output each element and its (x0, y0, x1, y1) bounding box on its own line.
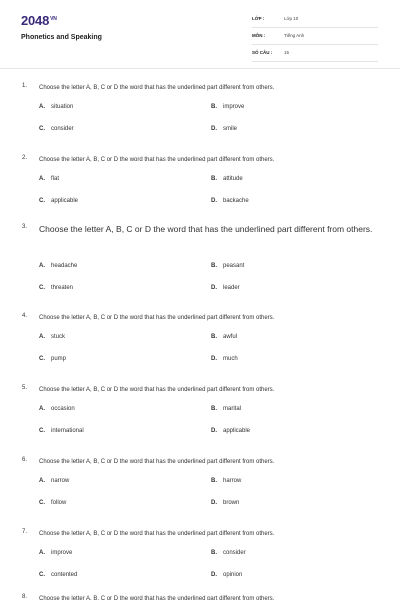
option-letter: B. (211, 334, 217, 340)
meta-value: Lớp 10 (284, 16, 299, 21)
option-text: consider (223, 550, 246, 556)
option-text: opinion (223, 572, 243, 578)
question-8 (0, 586, 400, 600)
question-7 (0, 514, 400, 586)
option-text: pump (51, 356, 67, 362)
meta-label: LỚP : (252, 16, 265, 21)
option-a[interactable] (39, 176, 59, 182)
option-text: brown (223, 500, 240, 506)
option-letter: B. (211, 263, 217, 269)
option-letter: C. (39, 500, 45, 506)
question-number: 7. (22, 529, 28, 535)
question-number: 6. (22, 457, 28, 463)
option-b[interactable] (211, 334, 237, 340)
option-letter: B. (211, 176, 217, 182)
option-letter: A. (39, 176, 45, 182)
option-letter: C. (39, 126, 45, 132)
option-text: applicable (51, 198, 79, 204)
option-text: threaten (51, 285, 74, 291)
option-letter: D. (211, 572, 217, 578)
option-letter: D. (211, 126, 217, 132)
question-number: 8. (22, 594, 28, 600)
option-letter: C. (39, 428, 45, 434)
option-text: narrow (51, 478, 70, 484)
option-d[interactable] (211, 198, 249, 204)
option-b[interactable] (211, 263, 244, 269)
option-text: occasion (51, 406, 75, 412)
option-text: follow (51, 500, 67, 506)
question-text: Choose the letter A, B, C or D the word that has the underlined part different from others. (39, 531, 275, 537)
option-c[interactable] (39, 500, 66, 506)
option-letter: D. (211, 356, 217, 362)
option-b[interactable] (211, 550, 246, 556)
question-number: 1. (22, 83, 28, 89)
option-letter: B. (211, 406, 217, 412)
option-c[interactable] (39, 198, 78, 204)
question-text: Choose the letter A, B, C or D the word that has the underlined part different from others. (39, 596, 275, 600)
option-text: harrow (223, 478, 242, 484)
option-d[interactable] (211, 572, 242, 578)
option-letter: D. (211, 285, 217, 291)
option-c[interactable] (39, 572, 77, 578)
question-text: Choose the letter A, B, C or D the word that has the underlined part different from others. (39, 157, 275, 163)
question-number: 3. (22, 224, 28, 230)
option-text: peasant (223, 263, 245, 269)
option-text: much (223, 356, 238, 362)
option-a[interactable] (39, 334, 65, 340)
question-4 (0, 298, 400, 370)
option-c[interactable] (39, 356, 66, 362)
option-d[interactable] (211, 356, 238, 362)
option-text: marital (223, 406, 242, 412)
option-letter: A. (39, 550, 45, 556)
option-letter: A. (39, 334, 45, 340)
option-letter: B. (211, 104, 217, 110)
worksheet-meta (252, 14, 378, 65)
option-b[interactable] (211, 406, 241, 412)
question-text: Choose the letter A, B, C or D the word that has the underlined part different from others. (39, 315, 275, 321)
page-title: Phonetics and Speaking (21, 34, 102, 41)
option-a[interactable] (39, 263, 77, 269)
logo-suffix: VN (50, 15, 57, 22)
question-1 (0, 68, 400, 140)
question-text: Choose the letter A, B, C or D the word that has the underlined part different from others. (39, 85, 275, 91)
option-letter: B. (211, 550, 217, 556)
question-6 (0, 442, 400, 514)
option-d[interactable] (211, 285, 240, 291)
meta-label: MÔN : (252, 33, 266, 38)
option-letter: C. (39, 356, 45, 362)
question-text: Choose the letter A, B, C or D the word that has the underlined part different from others. (39, 224, 373, 234)
option-text: applicable (223, 428, 251, 434)
logo-text: 2048 (21, 13, 50, 28)
option-c[interactable] (39, 285, 73, 291)
option-letter: A. (39, 406, 45, 412)
option-letter: C. (39, 572, 45, 578)
option-text: headache (51, 263, 78, 269)
meta-row-count (252, 48, 378, 62)
question-number: 4. (22, 313, 28, 319)
option-text: backache (223, 198, 249, 204)
option-letter: D. (211, 198, 217, 204)
option-d[interactable] (211, 126, 237, 132)
meta-row-class (252, 14, 378, 28)
meta-value: 15 (284, 50, 290, 55)
question-number: 2. (22, 155, 28, 161)
option-letter: C. (39, 285, 45, 291)
question-text: Choose the letter A, B, C or D the word that has the underlined part different from others. (39, 459, 275, 465)
option-b[interactable] (211, 104, 244, 110)
option-d[interactable] (211, 500, 239, 506)
option-text: stuck (51, 334, 66, 340)
option-a[interactable] (39, 104, 73, 110)
option-text: improve (51, 550, 73, 556)
option-letter: D. (211, 500, 217, 506)
question-text: Choose the letter A, B, C or D the word that has the underlined part different from others. (39, 387, 275, 393)
meta-row-subject (252, 31, 378, 45)
option-letter: A. (39, 263, 45, 269)
option-text: smile (223, 126, 238, 132)
option-text: improve (223, 104, 245, 110)
option-a[interactable] (39, 478, 69, 484)
option-text: situation (51, 104, 74, 110)
option-c[interactable] (39, 126, 74, 132)
option-b[interactable] (211, 176, 243, 182)
worksheet-header (0, 0, 400, 69)
option-text: consider (51, 126, 74, 132)
option-letter: B. (211, 478, 217, 484)
option-letter: A. (39, 478, 45, 484)
option-text: contented (51, 572, 78, 578)
meta-value: Tiếng Anh (284, 33, 305, 38)
meta-label: SỐ CÂU : (252, 50, 273, 55)
site-logo[interactable] (21, 13, 57, 28)
option-d[interactable] (211, 428, 250, 434)
option-text: awful (223, 334, 238, 340)
option-a[interactable] (39, 550, 72, 556)
question-5 (0, 370, 400, 442)
option-text: flat (51, 176, 60, 182)
option-letter: A. (39, 104, 45, 110)
option-text: attitude (223, 176, 243, 182)
option-text: leader (223, 285, 240, 291)
question-2 (0, 140, 400, 212)
question-3 (0, 212, 400, 298)
option-b[interactable] (211, 478, 241, 484)
option-letter: D. (211, 428, 217, 434)
question-number: 5. (22, 385, 28, 391)
option-c[interactable] (39, 428, 84, 434)
option-letter: C. (39, 198, 45, 204)
option-text: international (51, 428, 84, 434)
option-a[interactable] (39, 406, 75, 412)
